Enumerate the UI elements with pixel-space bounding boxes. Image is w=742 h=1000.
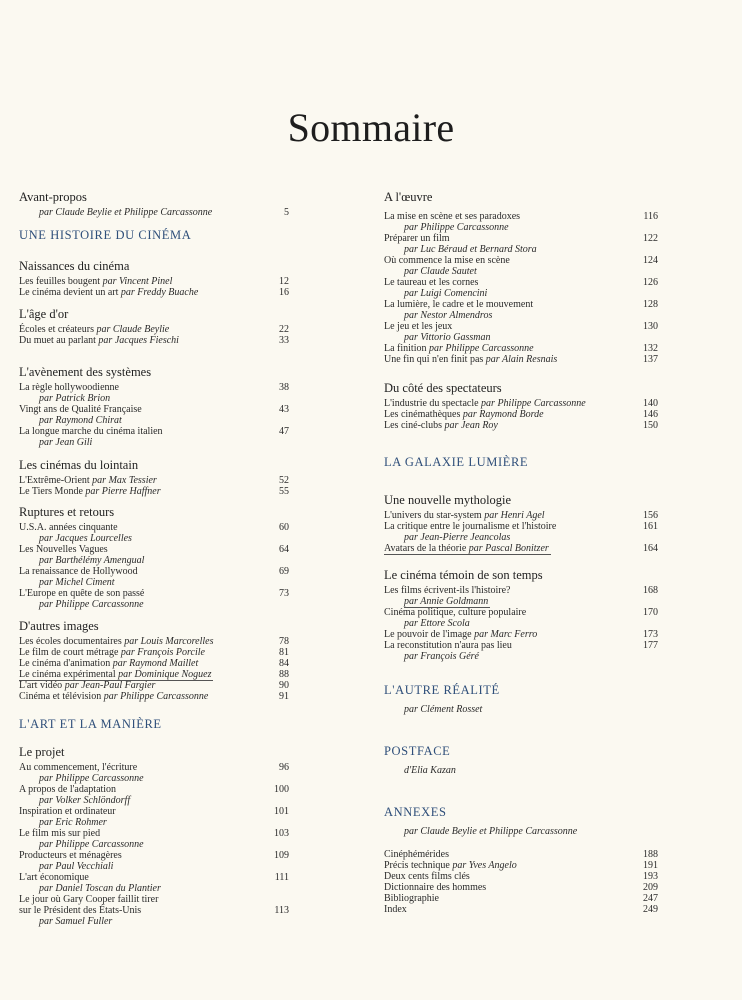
part-author: par Clément Rosset [404,704,483,715]
page-number: 128 [643,299,658,310]
page-number: 69 [279,566,289,577]
entry-author: par François Géré [404,651,479,662]
section-title[interactable]: Le projet [19,745,65,759]
toc-entry[interactable] [384,420,658,431]
entry-title: Le film mis sur pied [19,828,101,839]
entry-author: par Luigi Comencini [404,288,488,299]
page-number: 96 [279,762,289,773]
toc-entry[interactable] [384,849,658,860]
part-heading[interactable]: LA GALAXIE LUMIÈRE [384,455,529,469]
entry-author: par Volker Schlöndorff [39,795,131,806]
page-number: 140 [643,398,658,409]
toc-entry[interactable] [19,522,289,533]
entry-title: Précis technique [384,860,450,871]
entry-title: Cinéphémérides [384,849,449,860]
page-number: 52 [279,475,289,486]
page-number: 60 [279,522,289,533]
page-number: 191 [643,860,658,871]
page-number: 12 [279,276,289,287]
entry-author: par Daniel Toscan du Plantier [39,883,161,894]
page-number: 150 [643,420,658,431]
entry-title: Les ciné-clubs [384,420,443,431]
entry-title: Écoles et créateurs [19,324,94,335]
page-number: 81 [279,647,289,658]
entry-title: Le cinéma d'animation [19,658,111,669]
entry-title: La finition [384,343,427,354]
section-title[interactable]: A l'œuvre [384,190,433,204]
entry-title: Le pouvoir de l'image [384,629,472,640]
toc-entry[interactable] [19,426,289,437]
part-heading[interactable]: L'ART ET LA MANIÈRE [19,717,162,731]
entry-author: par Louis Marcorelles [124,636,214,647]
page-number: 126 [643,277,658,288]
part-author: d'Elia Kazan [404,765,456,776]
entry-title: L'art vidéo [19,680,63,691]
toc-entry[interactable] [384,343,658,354]
entry-title: La critique entre le journalisme et l'histoire [384,521,557,532]
entry-author: par Luc Béraud et Bernard Stora [404,244,537,255]
entry-author: par Raymond Chirat [39,415,122,426]
toc-entry[interactable] [384,255,658,266]
section-title[interactable]: Une nouvelle mythologie [384,493,512,507]
page-number: 249 [643,904,658,915]
toc-entry[interactable] [19,404,289,415]
entry-author: par Patrick Brion [39,393,111,404]
entry-title: Le jour où Gary Cooper faillit tirer [19,894,159,905]
entry-author: par Eric Rohmer [39,817,107,828]
toc-entry[interactable] [19,207,289,218]
underlined-author: par Annie Goldmann [404,596,489,607]
toc-entry[interactable] [384,398,658,409]
entry-author: par Max Tessier [92,475,157,486]
toc-entry[interactable] [19,382,289,393]
entry-title: Le cinéma expérimental [19,669,116,680]
entry-title: Le film de court métrage [19,647,119,658]
entry-author: par Jean Roy [444,420,498,431]
toc-entry[interactable] [384,409,658,420]
entry-title: Deux cents films clés [384,871,470,882]
page-number: 161 [643,521,658,532]
entry-title: Dictionnaire des hommes [384,882,487,893]
toc-entry[interactable] [384,629,658,640]
page-number: 91 [279,691,289,702]
page-number: 124 [643,255,658,266]
page-number: 193 [643,871,658,882]
part-heading[interactable]: L'AUTRE RÉALITÉ [384,683,500,697]
page-number: 33 [279,335,289,346]
entry-author: par Claude Sautet [404,266,477,277]
entry-title: Où commence la mise en scène [384,255,510,266]
toc-entry[interactable] [19,475,289,486]
toc-entry[interactable] [384,607,658,618]
part-heading[interactable]: POSTFACE [384,744,451,758]
page-number: 88 [279,669,289,680]
entry-author [384,596,658,607]
page-number: 247 [643,893,658,904]
page-number: 146 [643,409,658,420]
entry-author: par Raymond Maillet [112,658,199,669]
part-heading[interactable]: ANNEXES [384,805,447,819]
toc-entry[interactable] [19,324,289,335]
entry-author: par Jean-Pierre Jeancolas [404,532,511,543]
toc-entry[interactable] [19,647,289,658]
page-number: 55 [279,486,289,497]
page-title: Sommaire [287,105,455,150]
section-title[interactable]: Du côté des spectateurs [384,381,502,395]
toc-entry[interactable] [384,871,658,882]
page-number: 100 [274,784,289,795]
page-number: 73 [279,588,289,599]
entry-title: L'univers du star-system [384,510,482,521]
entry-author: par Philippe Carcassonne [429,343,534,354]
toc-entry[interactable] [19,669,289,680]
toc-entry[interactable] [384,211,658,222]
toc-entry[interactable] [384,904,658,915]
toc-entry[interactable] [19,691,289,702]
toc-entry[interactable] [19,762,289,773]
entry-title: Du muet au parlant [19,335,96,346]
entry-title: Index [384,904,407,915]
entry-title: La règle hollywoodienne [19,382,119,393]
page-number: 137 [643,354,658,365]
toc-entry[interactable] [19,806,289,817]
toc-entry[interactable] [19,276,289,287]
entry-title: La reconstitution n'aura pas lieu [384,640,512,651]
entry-author: par Barthélémy Amengual [39,555,145,566]
entry-author: par Pascal Bonitzer [468,543,549,554]
entry-title: Avatars de la théorie [384,543,467,554]
entry-title: La renaissance de Hollywood [19,566,138,577]
toc-entry[interactable] [384,585,658,596]
page-number: 64 [279,544,289,555]
toc-entry[interactable] [19,850,289,861]
toc-entry[interactable] [384,299,658,310]
section-title[interactable]: Le cinéma témoin de son temps [384,568,543,582]
entry-title: Inspiration et ordinateur [19,806,116,817]
page-number: 164 [643,543,658,554]
section-title[interactable]: Les cinémas du lointain [19,458,139,472]
toc-entry[interactable] [19,828,289,839]
part-heading[interactable]: UNE HISTOIRE DU CINÉMA [19,228,192,242]
toc-entry[interactable] [19,680,289,691]
entry-author: par Vincent Pinel [102,276,173,287]
page-number: 173 [643,629,658,640]
entry-author: par Yves Angelo [452,860,517,871]
entry-author: par Pierre Haffner [85,486,161,497]
page-number: 132 [643,343,658,354]
entry-title: Le taureau et les cornes [384,277,479,288]
page-number: 188 [643,849,658,860]
page-number: 168 [643,585,658,596]
entry-title: Producteurs et ménagères [19,850,122,861]
entry-title: Préparer un film [384,233,450,244]
toc-entry[interactable] [19,636,289,647]
page-number: 130 [643,321,658,332]
page-number: 170 [643,607,658,618]
entry-title: Les écoles documentaires [19,636,122,647]
page-number: 5 [284,207,289,218]
entry-title: Les films écrivent-ils l'histoire? [384,585,511,596]
entry-author: par Samuel Fuller [39,916,113,927]
entry-author: par Claude Beylie [96,324,170,335]
entry-author: par Philippe Carcassonne [103,691,209,702]
entry-author: par Alain Resnais [485,354,558,365]
toc-entry[interactable] [384,277,658,288]
entry-author: par Freddy Buache [120,287,199,298]
entry-author: par Philippe Carcassonne [481,398,586,409]
page-number: 38 [279,382,289,393]
entry-author: par Michel Ciment [39,577,115,588]
toc-entry[interactable] [384,860,658,871]
toc-entry[interactable] [19,566,289,577]
page-number: 101 [274,806,289,817]
page-number: 84 [279,658,289,669]
entry-title: Les Nouvelles Vagues [19,544,108,555]
entry-title: Au commencement, l'écriture [19,762,138,773]
entry-author: par Nestor Almendros [404,310,493,321]
page-number: 43 [279,404,289,415]
toc-entry[interactable] [384,543,658,554]
section-title[interactable]: Avant-propos [19,190,87,204]
toc-left-column [19,190,289,927]
entry-title: Le Tiers Monde [19,486,83,497]
toc-entry[interactable] [384,233,658,244]
section-title[interactable]: Ruptures et retours [19,505,115,519]
page-number: 16 [279,287,289,298]
entry-title: La longue marche du cinéma italien [19,426,163,437]
page-number: 78 [279,636,289,647]
entry-author: par Dominique Noguez [118,669,212,680]
page-number: 47 [279,426,289,437]
entry-title: Cinéma politique, culture populaire [384,607,527,618]
entry-author: par Paul Vecchiali [39,861,114,872]
entry-author: par Jean-Paul Fargier [64,680,156,691]
entry-title: Le jeu et les jeux [384,321,453,332]
page-number: 177 [643,640,658,651]
toc-entry[interactable] [19,588,289,599]
entry-title: L'Extrême-Orient [19,475,90,486]
entry-title: La mise en scène et ses paradoxes [384,211,521,222]
toc-entry[interactable] [19,335,289,346]
entry-title: Une fin qui n'en finit pas [384,354,484,365]
entry-author: par Marc Ferro [474,629,538,640]
entry-title-continued: sur le Président des États-Unis [19,905,142,916]
toc-entry[interactable] [384,510,658,521]
entry-title: L'industrie du spectacle [384,398,479,409]
entry-author: par Philippe Carcassonne [39,839,144,850]
entry-title: Cinéma et télévision [19,691,102,702]
toc-entry[interactable] [19,872,289,883]
page-number: 22 [279,324,289,335]
entry-title: L'Europe en quête de son passé [19,588,145,599]
entry-author: par Philippe Carcassonne [39,773,144,784]
toc-entry[interactable] [384,521,658,532]
page-number: 113 [274,905,289,916]
underlined-entry [384,543,551,555]
page-number: 111 [274,872,289,883]
entry-author: par Claude Beylie et Philippe Carcassonne [39,207,213,218]
section-title[interactable]: Naissances du cinéma [19,259,130,273]
entry-author: par Jean Gili [39,437,93,448]
entry-title: Les feuilles bougent [19,276,101,287]
toc-entry[interactable] [19,905,289,916]
section-title[interactable]: L'avènement des systèmes [19,365,152,379]
entry-author: par Jacques Fieschi [98,335,179,346]
entry-title: Les cinémathèques [384,409,461,420]
toc-entry[interactable] [19,486,289,497]
page-number: 156 [643,510,658,521]
entry-author: par Vittorio Gassman [404,332,491,343]
toc-entry[interactable] [384,354,658,365]
section-title[interactable]: D'autres images [19,619,99,633]
entry-author: par Raymond Borde [462,409,544,420]
entry-title: A propos de l'adaptation [19,784,117,795]
entry-author: par Ettore Scola [404,618,470,629]
page-number: 109 [274,850,289,861]
toc-entry[interactable] [19,658,289,669]
toc-right-column [384,190,658,915]
entry-title: La lumière, le cadre et le mouvement [384,299,534,310]
entry-author: par Philippe Carcassonne [39,599,144,610]
entry-author: par Henri Agel [484,510,545,521]
toc-entry[interactable] [384,321,658,332]
entry-title: Bibliographie [384,893,439,904]
entry-author: par François Porcile [120,647,205,658]
entry-author: par Philippe Carcassonne [404,222,509,233]
toc-entry[interactable] [384,893,658,904]
page-number: 209 [643,882,658,893]
toc-entry[interactable] [384,882,658,893]
toc-entry[interactable] [19,894,289,905]
toc-entry[interactable] [19,544,289,555]
toc-entry[interactable] [384,640,658,651]
page-number: 122 [643,233,658,244]
page-number: 90 [279,680,289,691]
section-title[interactable]: L'âge d'or [19,307,69,321]
entry-title: U.S.A. années cinquante [19,522,118,533]
toc-entry[interactable] [19,287,289,298]
entry-title: L'art économique [19,872,89,883]
page-number: 116 [643,211,658,222]
part-author: par Claude Beylie et Philippe Carcassonne [404,826,578,837]
entry-title: Le cinéma devient un art [19,287,119,298]
toc-entry[interactable] [19,784,289,795]
page-number: 103 [274,828,289,839]
entry-title: Vingt ans de Qualité Française [19,404,142,415]
entry-author: par Jacques Lourcelles [39,533,132,544]
